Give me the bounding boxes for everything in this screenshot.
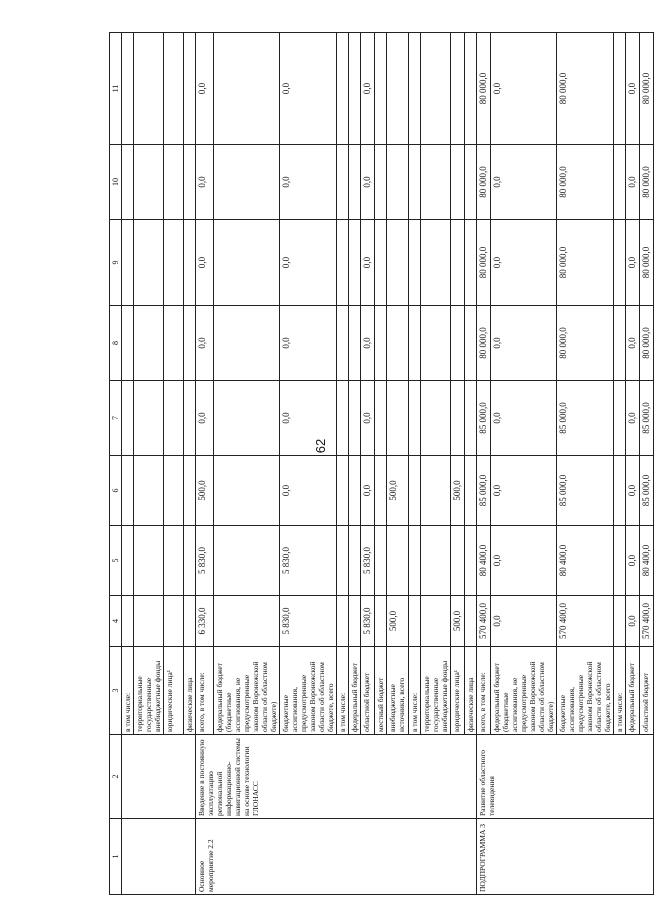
amount-cell [409, 596, 421, 647]
header-cell: 11 [110, 33, 122, 145]
amount-cell: 570 400,0 [477, 596, 491, 647]
amount-cell: 6 330,0 [196, 596, 214, 647]
header-cell: 6 [110, 456, 122, 526]
amount-cell: 5 830,0 [280, 526, 337, 596]
amount-cell: 500,0 [387, 596, 409, 647]
amount-cell [214, 526, 280, 596]
funding-source-cell: всего, в том числе: [196, 647, 214, 735]
amount-cell [214, 381, 280, 456]
header-cell: 7 [110, 381, 122, 456]
header-cell: 4 [110, 596, 122, 647]
amount-cell: 0,0 [361, 381, 375, 456]
amount-cell [122, 456, 134, 526]
funding-source-cell: областной бюджет [640, 647, 654, 735]
header-cell: 5 [110, 526, 122, 596]
amount-cell [451, 220, 465, 306]
amount-cell [451, 33, 465, 145]
program-name-cell: Введение в постоянную эксплуатацию региональной информационно-навигационной системы на основе технологии ГЛОНАСС [196, 735, 477, 819]
amount-cell: 500,0 [196, 456, 214, 526]
amount-cell [164, 33, 184, 145]
amount-cell [349, 381, 361, 456]
amount-cell [122, 33, 134, 145]
amount-cell: 80 000,0 [477, 145, 491, 220]
program-name-cell: Развитие областного телевидения [477, 735, 654, 819]
amount-cell: 0,0 [626, 145, 640, 220]
funding-source-cell: физические лица [465, 647, 477, 735]
table-body [110, 33, 654, 895]
amount-cell [337, 381, 349, 456]
amount-cell [409, 456, 421, 526]
budget-table [109, 32, 654, 895]
funding-source-cell: физические лица [184, 647, 196, 735]
amount-cell: 80 000,0 [557, 220, 614, 306]
amount-cell: 80 000,0 [640, 33, 654, 145]
funding-source-cell: в том числе: [409, 647, 421, 735]
amount-cell [184, 381, 196, 456]
amount-cell [337, 33, 349, 145]
funding-source-cell: бюджетные ассигнования, предусмотренные законом Воронежской области об областном бюджете, всего [557, 647, 614, 735]
amount-cell [164, 306, 184, 381]
amount-cell [337, 526, 349, 596]
funding-source-cell: внебюджетные источники, всего [387, 647, 409, 735]
amount-cell: 0,0 [491, 145, 557, 220]
funding-source-cell: территориальные государственные внебюджетные фонды [421, 647, 451, 735]
amount-cell [409, 381, 421, 456]
amount-cell [409, 145, 421, 220]
amount-cell: 80 000,0 [477, 306, 491, 381]
amount-cell [164, 381, 184, 456]
amount-cell: 85 000,0 [640, 456, 654, 526]
amount-cell [164, 596, 184, 647]
amount-cell [465, 145, 477, 220]
amount-cell [134, 33, 164, 145]
amount-cell [614, 381, 626, 456]
amount-cell [349, 220, 361, 306]
table-row [122, 33, 134, 895]
amount-cell: 570 400,0 [640, 596, 654, 647]
funding-source-cell: юридические лица¹ [164, 647, 184, 735]
amount-cell [409, 526, 421, 596]
amount-cell: 0,0 [626, 381, 640, 456]
funding-source-cell: всего, в том числе: [477, 647, 491, 735]
amount-cell: 85 000,0 [477, 456, 491, 526]
funding-source-cell: юридические лица¹ [451, 647, 465, 735]
amount-cell: 0,0 [626, 306, 640, 381]
amount-cell: 80 000,0 [477, 220, 491, 306]
program-code-cell [122, 819, 196, 895]
page-number: 62 [313, 438, 328, 454]
amount-cell: 0,0 [491, 596, 557, 647]
amount-cell: 80 000,0 [557, 306, 614, 381]
amount-cell: 80 400,0 [477, 526, 491, 596]
amount-cell [421, 381, 451, 456]
amount-cell: 0,0 [280, 306, 337, 381]
amount-cell: 80 000,0 [557, 33, 614, 145]
amount-cell: 0,0 [491, 526, 557, 596]
funding-source-cell: областной бюджет [361, 647, 375, 735]
amount-cell [164, 145, 184, 220]
amount-cell [421, 596, 451, 647]
amount-cell [387, 306, 409, 381]
amount-cell [214, 33, 280, 145]
amount-cell: 0,0 [626, 526, 640, 596]
funding-source-cell: федеральный бюджет (бюджетные ассигнования, не предусмотренные законом Воронежской области об областном бюджете) [491, 647, 557, 735]
amount-cell [349, 33, 361, 145]
amount-cell [409, 220, 421, 306]
amount-cell: 0,0 [280, 145, 337, 220]
amount-cell [375, 145, 387, 220]
amount-cell [349, 596, 361, 647]
amount-cell [337, 596, 349, 647]
amount-cell [451, 306, 465, 381]
amount-cell [122, 145, 134, 220]
amount-cell [134, 306, 164, 381]
amount-cell [184, 33, 196, 145]
amount-cell [349, 145, 361, 220]
funding-source-cell: бюджетные ассигнования, предусмотренные законом Воронежской области об областном бюджете, всего [280, 647, 337, 735]
funding-source-cell: в том числе: [614, 647, 626, 735]
amount-cell [387, 526, 409, 596]
amount-cell: 0,0 [491, 220, 557, 306]
amount-cell: 500,0 [451, 456, 465, 526]
amount-cell: 500,0 [451, 596, 465, 647]
amount-cell: 85 000,0 [477, 381, 491, 456]
amount-cell: 0,0 [491, 306, 557, 381]
amount-cell [409, 306, 421, 381]
amount-cell [214, 145, 280, 220]
amount-cell: 0,0 [280, 381, 337, 456]
amount-cell: 80 000,0 [640, 145, 654, 220]
amount-cell [184, 306, 196, 381]
amount-cell [614, 526, 626, 596]
amount-cell [184, 456, 196, 526]
header-row [110, 33, 122, 895]
amount-cell [337, 220, 349, 306]
amount-cell [465, 596, 477, 647]
amount-cell: 0,0 [491, 381, 557, 456]
amount-cell: 5 830,0 [280, 596, 337, 647]
amount-cell: 0,0 [361, 220, 375, 306]
funding-source-cell: местный бюджет [375, 647, 387, 735]
amount-cell [465, 381, 477, 456]
amount-cell [387, 33, 409, 145]
amount-cell: 0,0 [280, 33, 337, 145]
header-cell: 8 [110, 306, 122, 381]
amount-cell [122, 220, 134, 306]
amount-cell: 85 000,0 [557, 381, 614, 456]
amount-cell [184, 145, 196, 220]
funding-source-cell: территориальные государственные внебюджетные фонды [134, 647, 164, 735]
amount-cell [184, 596, 196, 647]
amount-cell [134, 145, 164, 220]
amount-cell [164, 456, 184, 526]
amount-cell: 0,0 [626, 456, 640, 526]
amount-cell [421, 33, 451, 145]
rotated-table-container [109, 33, 651, 895]
header-cell: 2 [110, 735, 122, 819]
amount-cell [134, 220, 164, 306]
amount-cell: 80 400,0 [640, 526, 654, 596]
amount-cell: 5 830,0 [361, 596, 375, 647]
amount-cell [451, 526, 465, 596]
amount-cell [349, 456, 361, 526]
amount-cell [337, 306, 349, 381]
amount-cell: 0,0 [491, 456, 557, 526]
amount-cell: 0,0 [196, 145, 214, 220]
amount-cell [122, 381, 134, 456]
amount-cell [164, 220, 184, 306]
amount-cell [614, 306, 626, 381]
amount-cell: 80 400,0 [557, 526, 614, 596]
amount-cell: 0,0 [196, 33, 214, 145]
amount-cell [122, 306, 134, 381]
program-code-cell: Основное мероприятие 2.2 [196, 819, 477, 895]
amount-cell: 85 000,0 [640, 381, 654, 456]
funding-source-cell: федеральный бюджет (бюджетные ассигнования, не предусмотренные законом Воронежской области об областном бюджете) [214, 647, 280, 735]
amount-cell [375, 220, 387, 306]
amount-cell [122, 596, 134, 647]
amount-cell: 500,0 [387, 456, 409, 526]
amount-cell: 570 400,0 [557, 596, 614, 647]
amount-cell: 0,0 [196, 381, 214, 456]
amount-cell [465, 456, 477, 526]
amount-cell: 5 830,0 [361, 526, 375, 596]
amount-cell [421, 145, 451, 220]
amount-cell [134, 381, 164, 456]
amount-cell [337, 145, 349, 220]
program-code-cell: ПОДПРОГРАММА 3 [477, 819, 654, 895]
amount-cell [214, 596, 280, 647]
amount-cell [375, 596, 387, 647]
amount-cell [349, 526, 361, 596]
amount-cell [421, 220, 451, 306]
amount-cell [184, 220, 196, 306]
amount-cell [421, 456, 451, 526]
amount-cell [614, 596, 626, 647]
table-row [196, 33, 214, 895]
amount-cell [465, 33, 477, 145]
amount-cell [164, 526, 184, 596]
amount-cell: 0,0 [626, 596, 640, 647]
amount-cell: 0,0 [626, 220, 640, 306]
funding-source-cell: федеральный бюджет [349, 647, 361, 735]
amount-cell [337, 456, 349, 526]
amount-cell: 80 000,0 [640, 220, 654, 306]
amount-cell [375, 526, 387, 596]
amount-cell [349, 306, 361, 381]
amount-cell: 80 000,0 [640, 306, 654, 381]
header-cell: 3 [110, 647, 122, 735]
amount-cell [134, 456, 164, 526]
funding-source-cell: федеральный бюджет [626, 647, 640, 735]
amount-cell [421, 306, 451, 381]
amount-cell [614, 220, 626, 306]
amount-cell [614, 456, 626, 526]
amount-cell [214, 306, 280, 381]
table-row [477, 33, 491, 895]
amount-cell [214, 220, 280, 306]
amount-cell: 0,0 [626, 33, 640, 145]
amount-cell [465, 306, 477, 381]
amount-cell: 0,0 [280, 456, 337, 526]
amount-cell [409, 33, 421, 145]
amount-cell [614, 145, 626, 220]
amount-cell: 0,0 [361, 306, 375, 381]
funding-source-cell: в том числе: [122, 647, 134, 735]
amount-cell: 85 000,0 [557, 456, 614, 526]
amount-cell: 0,0 [196, 306, 214, 381]
amount-cell [451, 145, 465, 220]
amount-cell: 5 830,0 [196, 526, 214, 596]
amount-cell [184, 526, 196, 596]
program-name-cell [122, 735, 196, 819]
amount-cell [387, 381, 409, 456]
amount-cell [465, 220, 477, 306]
amount-cell: 0,0 [491, 33, 557, 145]
header-cell: 1 [110, 819, 122, 895]
amount-cell [134, 526, 164, 596]
amount-cell [451, 381, 465, 456]
amount-cell [122, 526, 134, 596]
amount-cell: 0,0 [196, 220, 214, 306]
amount-cell [387, 145, 409, 220]
funding-source-cell: в том числе: [337, 647, 349, 735]
amount-cell [375, 381, 387, 456]
amount-cell: 80 000,0 [477, 33, 491, 145]
amount-cell: 0,0 [361, 145, 375, 220]
amount-cell: 80 000,0 [557, 145, 614, 220]
amount-cell [375, 306, 387, 381]
header-cell: 9 [110, 220, 122, 306]
amount-cell [465, 526, 477, 596]
amount-cell [375, 33, 387, 145]
amount-cell [134, 596, 164, 647]
amount-cell [421, 526, 451, 596]
amount-cell: 0,0 [361, 456, 375, 526]
amount-cell: 0,0 [280, 220, 337, 306]
amount-cell: 0,0 [361, 33, 375, 145]
amount-cell [387, 220, 409, 306]
amount-cell [614, 33, 626, 145]
amount-cell [375, 456, 387, 526]
header-cell: 10 [110, 145, 122, 220]
amount-cell [214, 456, 280, 526]
